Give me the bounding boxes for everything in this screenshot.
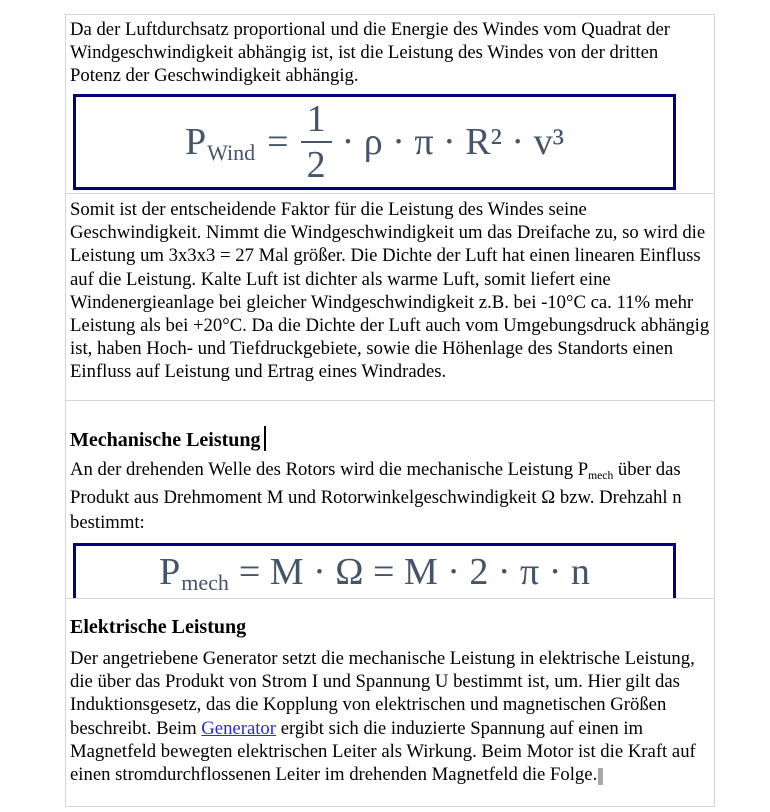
electrical-power-heading xyxy=(70,615,712,639)
formula-base-symbol: P xyxy=(185,120,207,163)
section-mechanical-power xyxy=(66,401,714,599)
document-content-column xyxy=(65,14,715,807)
wind-speed-paragraph-text: Somit ist der entscheidende Faktor für die Leistung des Windes seine Geschwindigkeit. Nimmt die Windgeschwindigkeit um das Dreifache zu, so wird die Leistung um 3x3x3 = 27 Mal größer. Die Dichte der Luft hat einen linearen Einfluss auf die Leistung. Kalte Luft ist dichter als warme Luft, somit liefert eine Windenergieanlage bei gleicher Windgeschwindigkeit z.B. bei -10°C ca. 11% mehr Leistung als bei +20°C. Da die Dichte der Luft auch vom Umgebungsdruck abhängig ist, haben Hoch- und Tiefdruckgebiete, sowie die Höhenlage des Standorts einen Einfluss auf Leistung und Ertrag eines Windrades. xyxy=(70,199,710,383)
formula-equals-sign: = xyxy=(267,120,289,163)
intro-paragraph xyxy=(70,15,712,88)
elek-paragraph-text-1: Der angetriebene Generator setzt die mechanische Leistung in elektrische Leistung, die über das Produkt von Strom I und Spannung U bestimmt ist, um. Hier gilt das Induktionsgesetz, das die Kopplung von elektrischen und magnetischen Größen beschreibt. Beim xyxy=(70,648,695,739)
generator-link[interactable]: Generator xyxy=(201,717,277,739)
electrical-power-heading-text: Elektrische Leistung xyxy=(70,616,247,638)
mech-paragraph-text-2: über das Produkt aus Drehmoment M und Rotorwinkelgeschwindigkeit Ω bzw. Drehzahl n bestimmt: xyxy=(70,459,682,533)
wind-power-formula-object[interactable] xyxy=(73,94,676,190)
wind-speed-paragraph xyxy=(70,194,712,384)
fraction-numerator: 1 xyxy=(301,99,332,143)
mechanical-power-heading xyxy=(70,426,712,452)
end-of-text-cursor xyxy=(598,768,603,785)
elek-paragraph-text-2: ergibt sich die induzierte Spannung auf einen im Magnetfeld bewegten elektrischen Leiter als Wirkung. Beim Motor ist die Kraft auf einen stromdurchflossenen Leiter im drehenden Magnetfeld die Folge. xyxy=(70,717,696,786)
formula-subscript: Wind xyxy=(207,139,256,165)
mechanical-power-heading-text: Mechanische Leistung xyxy=(70,429,261,451)
intro-paragraph-text: Da der Luftdurchsatz proportional und die Energie des Windes vom Quadrat der Windgeschwindigkeit abhängig ist, ist die Leistung des Windes von der dritten Potenz der Geschwindigkeit abhängig. xyxy=(70,19,671,87)
formula-base-symbol: P xyxy=(159,551,181,593)
electrical-power-paragraph xyxy=(70,647,712,786)
mechanical-power-formula-object[interactable] xyxy=(73,543,676,600)
mech-paragraph-text-1: An der drehenden Welle des Rotors wird die mechanische Leistung P xyxy=(70,459,589,480)
mechanical-power-paragraph xyxy=(70,457,712,536)
formula-terms: · ρ · π · R² · v³ xyxy=(341,120,564,163)
section-intro xyxy=(66,15,714,194)
formula-fraction xyxy=(301,99,332,185)
mech-paragraph-subscript: mech xyxy=(588,468,614,482)
formula-terms: = M · Ω = M · 2 · π · n xyxy=(238,551,590,593)
section-electrical-power xyxy=(66,599,714,807)
text-cursor xyxy=(264,426,266,451)
fraction-denominator: 2 xyxy=(306,143,326,186)
section-wind-speed xyxy=(66,194,714,401)
formula-subscript: mech xyxy=(181,570,229,595)
